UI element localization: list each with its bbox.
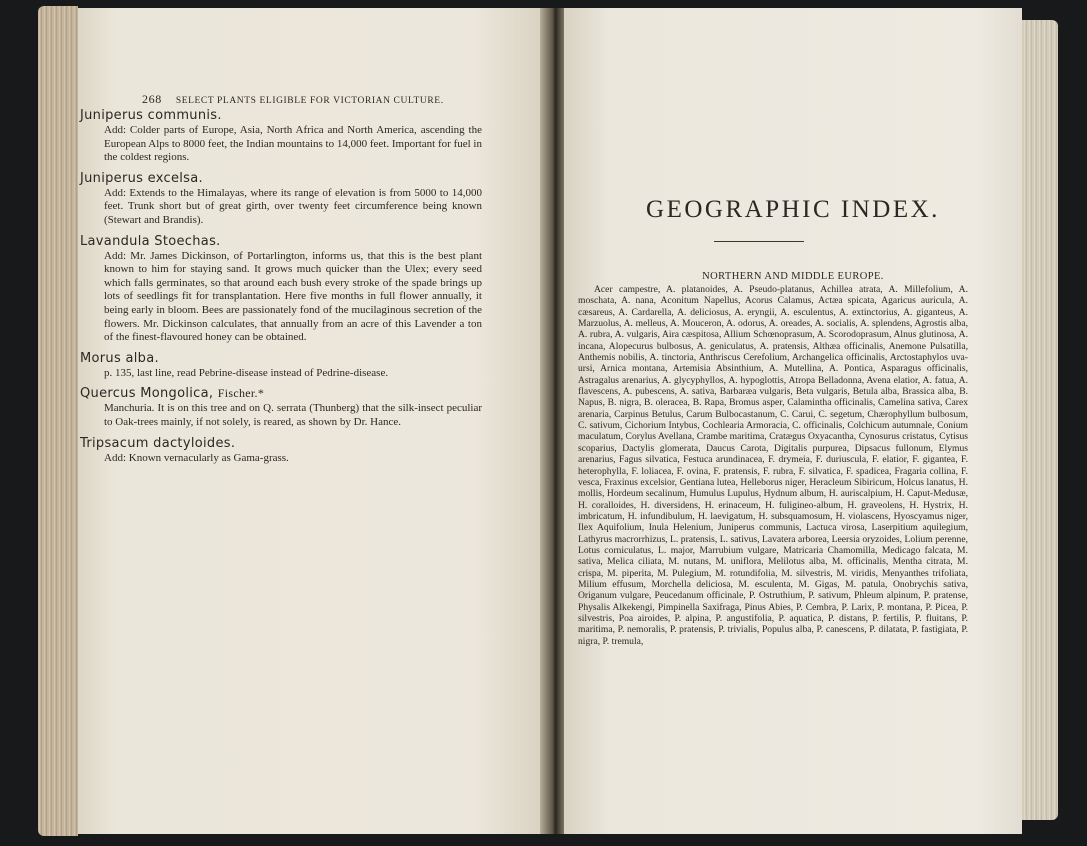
entry-text: Add: Colder parts of Europe, Asia, North Africa and North America, ascending the European Alps to 8000 feet, the Indian mountains to 14,000 feet. Important for fuel in the coldest regions. [104, 124, 482, 164]
running-head [142, 92, 544, 107]
entry [80, 170, 482, 228]
entry-title: Lavandula Stoechas. [80, 233, 221, 249]
entry [80, 435, 482, 466]
entry-title: Tripsacum dactyloides. [80, 435, 236, 451]
entry-author: Fischer.* [217, 386, 265, 401]
entry [80, 107, 482, 165]
title-rule [714, 241, 804, 242]
entry-title: Juniperus communis. [80, 108, 222, 123]
index-title: GEOGRAPHIC INDEX. [646, 196, 940, 223]
entry-title: Quercus Mongolica, Fischer.* [80, 386, 265, 402]
entry-text: p. 135, last line, read Pebrine-disease instead of Pedrine-disease. [104, 366, 389, 379]
page-number: 268 [142, 92, 162, 106]
running-head-title: SELECT PLANTS ELIGIBLE FOR VICTORIAN CULTURE. [175, 96, 444, 106]
page-edges-right [1018, 20, 1058, 820]
entry-text: Add: Mr. James Dickinson, of Portarlington, informs us, that this is the best plant known to him for staying sand. It grows much quicker than the Ulex; every seed which falls germinates, so that around each bush every stroke of the spade brings up lots of seedlings fit for transplantation. Here five months in full flower annually, it being early in bloom. Bees are passionately fond of the mucilaginous secretion of the flowers. Mr. Dickinson calculates, that annually from an acre of this Lavender a ton of the finest-flavoured honey can be obtained. [104, 249, 482, 344]
entry-text: Add: Known vernacularly as Gama-grass. [104, 451, 289, 464]
entry [80, 385, 482, 429]
entry [80, 350, 482, 381]
left-page-entries [80, 107, 482, 470]
page-edges-left [38, 6, 78, 836]
index-body: Acer campestre, A. platanoides, A. Pseudo-platanus, Achillea atrata, A. Millefolium, A. moschata, A. nana, Aconitum Napellus, Acorus Calamus, Actæa spicata, Agaricus auricula, A. cæsareus, A. Cardarella, A. deliciosus, A. eryngii, A. esculentus, A. extinctorius, A. giganteus, A. Marzuolus, A. melleus, A. Mouceron, A. odorus, A. oreades, A. socialis, A. splendens, Agrostis alba, A. rubra, A. vulgaris, Aira cæspitosa, Allium Schœnoprasum, A. Scorodoprasum, Alnus glutinosa, A. incana, Alopecurus bulbosus, A. geniculatus, A. pratensis, Althæa officinalis, Anemone Pulsatilla, Anthemis nobilis, A. tinctoria, Anthriscus Cerefolium, Archangelica officinalis, Arctostaphylos uva-ursi, Arnica montana, Artemisia Absinthium, A. Mutellina, A. Pontica, Asparagus officinalis, Astragalus arenarius, A. glycyphyllos, A. hypoglottis, Atropa Belladonna, Avena elatior, A. fatua, A. flavescens, A. pubescens, A. sativa, Barbaræa vulgaris, Beta vulgaris, Betula alba, Brassica alba, B. Napus, B. nigra, B. oleracea, B. Rapa, Bromus asper, Calamintha officinalis, Camelina sativa, Carex arenaria, Carpinus Betulus, Carum Bulbocastanum, C. Carui, C. segetum, Chærophyllum bulbosum, C. sativum, Cichorium Intybus, Cochlearia Armoracia, C. officinalis, Colchicum autumnale, Conium maculatum, Corylus Avellana, Crambe maritima, Cratægus Oxyacantha, Cynosurus cristatus, Cytisus scoparius, Dactylis glomerata, Daucus Carota, Digitalis purpurea, Dipsacus fullonum, Elymus arenarius, Fagus silvatica, Festuca arundinacea, F. drymeia, F. duriuscula, F. elatior, F. gigantea, F. heterophylla, F. loliacea, F. ovina, F. pratensis, F. rubra, F. silvatica, F. spadicea, Fragaria collina, F. vesca, Fraxinus excelsior, Gentiana lutea, Helleborus niger, Heracleum Sibiricum, Holcus lanatus, H. mollis, Hordeum secalinum, Humulus Lupulus, Hydnum album, H. auriscalpium, H. Caput-Medusæ, H. coralloides, H. diversidens, H. erinaceum, H. fuligineo-album, H. graveolens, H. Hystrix, H. imbricatum, H. infundibulum, H. laevigatum, H. subsquamosum, H. violascens, Hyoscyamus niger, Ilex Aquifolium, Inula Helenium, Juniperus communis, Lactuca virosa, Laserpitium aquilegium, Lathyrus macrorrhizus, L. pratensis, L. sativus, Lavatera arborea, Leersia oryzoides, Lolium perenne, Lotus corniculatus, L. major, Marrubium vulgare, Matricaria Chamomilla, Medicago falcata, M. sativa, Melica ciliata, M. nutans, M. uniflora, Melilotus alba, M. officinalis, Mentha citrata, M. crispa, M. piperita, M. Pulegium, M. rotundifolia, M. silvestris, M. viridis, Menyanthes trifoliata, Milium effusum, Morchella deliciosa, M. esculenta, M. Gigas, M. patula, Onobrychis sativa, Origanum vulgare, Peucedanum officinale, P. Ostruthium, P. sativum, Phleum alpinum, P. pratense, Physalis Alkekengi, Pimpinella Saxifraga, Pinus Abies, P. Cembra, P. Larix, P. montana, P. Picea, P. silvestris, Poa airoides, P. alpina, P. angustifolia, P. aquatica, P. distans, P. fertilis, P. fluitans, P. maritima, P. nemoralis, P. pratensis, P. trivialis, Populus alba, P. canescens, P. dilatata, P. fastigiata, P. nigra, P. tremula, [578, 284, 968, 647]
entry-title: Juniperus excelsa. [80, 170, 203, 186]
entry [80, 233, 482, 345]
section-heading: NORTHERN AND MIDDLE EUROPE. [702, 271, 884, 282]
right-page [564, 8, 1022, 834]
entry-text: Add: Extends to the Himalayas, where its range of elevation is from 5000 to 14,000 feet. Trunk short but of great girth, over twenty feet circumference being known (Stewart and Brandis). [104, 186, 482, 226]
entry-title: Morus alba. [80, 350, 159, 366]
entry-text: Manchuria. It is on this tree and on Q. serrata (Thunberg) that the silk-insect peculiar to Oak-trees mainly, if not solely, is reared, as shown by Dr. Hance. [104, 402, 482, 428]
